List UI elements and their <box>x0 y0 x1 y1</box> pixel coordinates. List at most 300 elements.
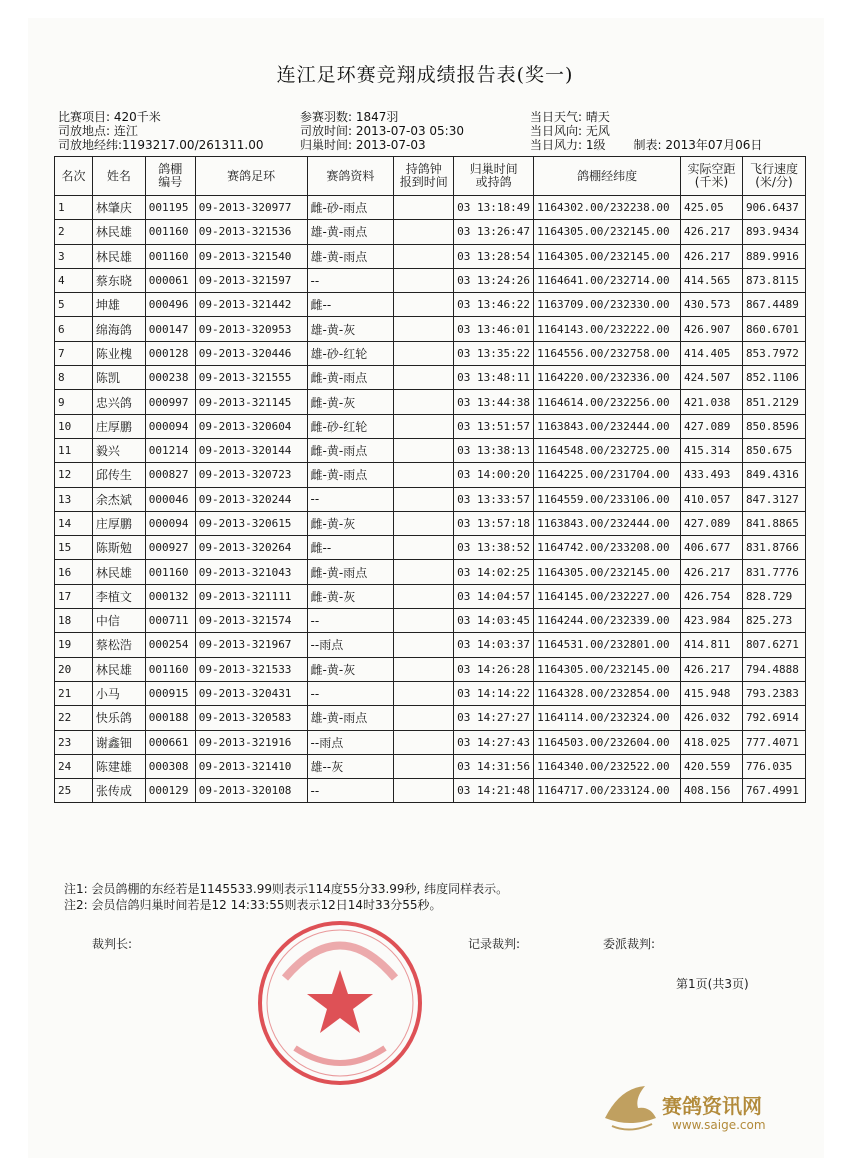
cell-name: 快乐鸽 <box>92 706 145 730</box>
cell-clock-time <box>394 390 454 414</box>
cell-speed: 853.7972 <box>742 341 805 365</box>
cell-rank: 4 <box>55 268 93 292</box>
cell-coordinates: 1164305.00/232145.00 <box>534 560 681 584</box>
cell-arrival-time: 03 13:24:26 <box>454 268 534 292</box>
cell-pigeon-info: -- <box>307 268 394 292</box>
cell-ring: 09-2013-321533 <box>195 657 307 681</box>
cell-coordinates: 1164305.00/232145.00 <box>534 657 681 681</box>
cell-pigeon-info: 雌-黄-灰 <box>307 390 394 414</box>
cell-coordinates: 1164114.00/232324.00 <box>534 706 681 730</box>
cell-name: 邱传生 <box>92 463 145 487</box>
cell-loft-id: 000308 <box>145 754 195 778</box>
cell-rank: 18 <box>55 609 93 633</box>
cell-loft-id: 000238 <box>145 366 195 390</box>
cell-speed: 831.7776 <box>742 560 805 584</box>
cell-pigeon-info: 雄-黄-雨点 <box>307 706 394 730</box>
cell-coordinates: 1164305.00/232145.00 <box>534 244 681 268</box>
table-row <box>55 754 806 778</box>
cell-speed: 889.9916 <box>742 244 805 268</box>
cell-loft-id: 000129 <box>145 779 195 803</box>
cell-loft-id: 001160 <box>145 560 195 584</box>
cell-pigeon-info: 雌-- <box>307 293 394 317</box>
cell-distance: 424.507 <box>681 366 743 390</box>
cell-ring: 09-2013-321540 <box>195 244 307 268</box>
cell-rank: 2 <box>55 220 93 244</box>
cell-rank: 3 <box>55 244 93 268</box>
cell-name: 林民雄 <box>92 220 145 244</box>
cell-arrival-time: 03 13:48:11 <box>454 366 534 390</box>
cell-speed: 851.2129 <box>742 390 805 414</box>
table-row <box>55 244 806 268</box>
cell-coordinates: 1164225.00/231704.00 <box>534 463 681 487</box>
cell-rank: 23 <box>55 730 93 754</box>
cell-clock-time <box>394 196 454 220</box>
cell-rank: 9 <box>55 390 93 414</box>
cell-clock-time <box>394 609 454 633</box>
cell-rank: 14 <box>55 511 93 535</box>
judge-label: 裁判长: <box>92 937 133 951</box>
cell-arrival-time: 03 14:27:43 <box>454 730 534 754</box>
cell-coordinates: 1164302.00/232238.00 <box>534 196 681 220</box>
official-seal <box>255 918 425 1088</box>
info-column-2 <box>300 110 464 152</box>
cell-speed: 792.6914 <box>742 706 805 730</box>
cell-arrival-time: 03 14:26:28 <box>454 657 534 681</box>
cell-distance: 427.089 <box>681 511 743 535</box>
cell-arrival-time: 03 13:44:38 <box>454 390 534 414</box>
cell-rank: 1 <box>55 196 93 220</box>
cell-coordinates: 1164340.00/232522.00 <box>534 754 681 778</box>
cell-name: 蔡松浩 <box>92 633 145 657</box>
cell-ring: 09-2013-320264 <box>195 536 307 560</box>
cell-pigeon-info: -- <box>307 487 394 511</box>
cell-arrival-time: 03 14:04:57 <box>454 584 534 608</box>
cell-name: 中信 <box>92 609 145 633</box>
cell-ring: 09-2013-321916 <box>195 730 307 754</box>
cell-speed: 849.4316 <box>742 463 805 487</box>
cell-pigeon-info: -- <box>307 681 394 705</box>
cell-loft-id: 000188 <box>145 706 195 730</box>
table-row <box>55 341 806 365</box>
cell-coordinates: 1164305.00/232145.00 <box>534 220 681 244</box>
report-title: 连江足环赛竞翔成绩报告表(奖一) <box>276 64 574 86</box>
cell-ring: 09-2013-321597 <box>195 268 307 292</box>
cell-arrival-time: 03 13:38:13 <box>454 438 534 462</box>
entry-count: 参赛羽数: 1847羽 <box>300 110 399 124</box>
cell-loft-id: 001214 <box>145 438 195 462</box>
site-watermark <box>600 1078 810 1148</box>
cell-speed: 850.8596 <box>742 414 805 438</box>
cell-distance: 433.493 <box>681 463 743 487</box>
cell-speed: 847.3127 <box>742 487 805 511</box>
watermark-name: 赛鸽资讯网 <box>662 1094 762 1118</box>
cell-name: 绵海鸽 <box>92 317 145 341</box>
cell-rank: 5 <box>55 293 93 317</box>
cell-loft-id: 000254 <box>145 633 195 657</box>
table-row <box>55 706 806 730</box>
cell-speed: 867.4489 <box>742 293 805 317</box>
cell-distance: 408.156 <box>681 779 743 803</box>
page-number: 第1页(共3页) <box>676 977 749 991</box>
cell-ring: 09-2013-320446 <box>195 341 307 365</box>
cell-rank: 15 <box>55 536 93 560</box>
cell-loft-id: 000827 <box>145 463 195 487</box>
cell-name: 庄厚鹏 <box>92 414 145 438</box>
cell-pigeon-info: --雨点 <box>307 633 394 657</box>
cell-pigeon-info: 雄-黄-雨点 <box>307 220 394 244</box>
cell-distance: 418.025 <box>681 730 743 754</box>
cell-loft-id: 000094 <box>145 414 195 438</box>
cell-coordinates: 1163843.00/232444.00 <box>534 511 681 535</box>
cell-pigeon-info: -- <box>307 779 394 803</box>
cell-loft-id: 001195 <box>145 196 195 220</box>
cell-coordinates: 1164145.00/232227.00 <box>534 584 681 608</box>
cell-speed: 828.729 <box>742 584 805 608</box>
table-row <box>55 220 806 244</box>
table-row <box>55 536 806 560</box>
cell-ring: 09-2013-321043 <box>195 560 307 584</box>
table-row <box>55 414 806 438</box>
table-row <box>55 196 806 220</box>
cell-clock-time <box>394 681 454 705</box>
cell-coordinates: 1164559.00/233106.00 <box>534 487 681 511</box>
cell-pigeon-info: 雄--灰 <box>307 754 394 778</box>
cell-ring: 09-2013-320615 <box>195 511 307 535</box>
table-row <box>55 438 806 462</box>
cell-clock-time <box>394 438 454 462</box>
cell-clock-time <box>394 244 454 268</box>
cell-coordinates: 1163709.00/232330.00 <box>534 293 681 317</box>
header-distance: 实际空距 (千米) <box>681 157 743 196</box>
table-row <box>55 487 806 511</box>
table-row <box>55 609 806 633</box>
cell-speed: 860.6701 <box>742 317 805 341</box>
cell-speed: 852.1106 <box>742 366 805 390</box>
cell-name: 蔡东晓 <box>92 268 145 292</box>
cell-name: 李植文 <box>92 584 145 608</box>
cell-distance: 414.811 <box>681 633 743 657</box>
cell-clock-time <box>394 779 454 803</box>
cell-arrival-time: 03 14:02:25 <box>454 560 534 584</box>
cell-ring: 09-2013-321410 <box>195 754 307 778</box>
table-row <box>55 511 806 535</box>
cell-pigeon-info: 雌-砂-雨点 <box>307 196 394 220</box>
cell-arrival-time: 03 13:33:57 <box>454 487 534 511</box>
cell-clock-time <box>394 341 454 365</box>
cell-speed: 873.8115 <box>742 268 805 292</box>
cell-pigeon-info: 雌-黄-雨点 <box>307 463 394 487</box>
cell-name: 毅兴 <box>92 438 145 462</box>
cell-loft-id: 000046 <box>145 487 195 511</box>
cell-clock-time <box>394 584 454 608</box>
header-loft-id: 鸽棚 编号 <box>145 157 195 196</box>
release-coordinates: 司放地经纬:1193217.00/261311.00 <box>58 138 264 152</box>
header-arrival-time: 归巢时间 或持鸽 <box>454 157 534 196</box>
cell-pigeon-info: 雄-黄-灰 <box>307 317 394 341</box>
cell-name: 陈凯 <box>92 366 145 390</box>
wind-direction: 当日风向: 无风 <box>530 124 610 138</box>
cell-pigeon-info: 雌-黄-灰 <box>307 584 394 608</box>
cell-distance: 415.948 <box>681 681 743 705</box>
cell-ring: 09-2013-320144 <box>195 438 307 462</box>
cell-name: 林民雄 <box>92 657 145 681</box>
cell-clock-time <box>394 560 454 584</box>
cell-distance: 406.677 <box>681 536 743 560</box>
cell-coordinates: 1164742.00/233208.00 <box>534 536 681 560</box>
cell-speed: 794.4888 <box>742 657 805 681</box>
cell-distance: 426.032 <box>681 706 743 730</box>
cell-speed: 767.4991 <box>742 779 805 803</box>
cell-clock-time <box>394 414 454 438</box>
cell-speed: 841.8865 <box>742 511 805 535</box>
cell-pigeon-info: 雌-黄-灰 <box>307 657 394 681</box>
cell-arrival-time: 03 14:03:45 <box>454 609 534 633</box>
cell-rank: 25 <box>55 779 93 803</box>
cell-rank: 20 <box>55 657 93 681</box>
cell-coordinates: 1164548.00/232725.00 <box>534 438 681 462</box>
table-row <box>55 268 806 292</box>
cell-clock-time <box>394 657 454 681</box>
cell-coordinates: 1164717.00/233124.00 <box>534 779 681 803</box>
cell-coordinates: 1164614.00/232256.00 <box>534 390 681 414</box>
cell-rank: 13 <box>55 487 93 511</box>
header-coordinates: 鸽棚经纬度 <box>534 157 681 196</box>
cell-name: 陈建雄 <box>92 754 145 778</box>
return-date: 归巢时间: 2013-07-03 <box>300 138 426 152</box>
cell-pigeon-info: -- <box>307 609 394 633</box>
cell-clock-time <box>394 511 454 535</box>
cell-speed: 825.273 <box>742 609 805 633</box>
cell-ring: 09-2013-320723 <box>195 463 307 487</box>
cell-coordinates: 1164641.00/232714.00 <box>534 268 681 292</box>
cell-name: 忠兴鸽 <box>92 390 145 414</box>
cell-clock-time <box>394 293 454 317</box>
cell-coordinates: 1164556.00/232758.00 <box>534 341 681 365</box>
cell-rank: 24 <box>55 754 93 778</box>
cell-loft-id: 000147 <box>145 317 195 341</box>
cell-rank: 16 <box>55 560 93 584</box>
delegate-label: 委派裁判: <box>603 937 656 951</box>
cell-coordinates: 1164328.00/232854.00 <box>534 681 681 705</box>
header-rank: 名次 <box>55 157 93 196</box>
cell-arrival-time: 03 13:46:01 <box>454 317 534 341</box>
cell-distance: 410.057 <box>681 487 743 511</box>
cell-ring: 09-2013-321145 <box>195 390 307 414</box>
results-table <box>54 156 806 803</box>
cell-speed: 807.6271 <box>742 633 805 657</box>
cell-speed: 893.9434 <box>742 220 805 244</box>
cell-arrival-time: 03 13:46:22 <box>454 293 534 317</box>
cell-ring: 09-2013-320108 <box>195 779 307 803</box>
cell-arrival-time: 03 14:27:27 <box>454 706 534 730</box>
header-name: 姓名 <box>92 157 145 196</box>
cell-pigeon-info: 雄-砂-红轮 <box>307 341 394 365</box>
cell-arrival-time: 03 14:00:20 <box>454 463 534 487</box>
cell-ring: 09-2013-320604 <box>195 414 307 438</box>
cell-arrival-time: 03 13:26:47 <box>454 220 534 244</box>
info-column-3 <box>530 110 762 152</box>
cell-rank: 11 <box>55 438 93 462</box>
cell-loft-id: 000661 <box>145 730 195 754</box>
cell-coordinates: 1164220.00/232336.00 <box>534 366 681 390</box>
cell-distance: 426.754 <box>681 584 743 608</box>
cell-clock-time <box>394 706 454 730</box>
table-row <box>55 730 806 754</box>
cell-loft-id: 001160 <box>145 657 195 681</box>
cell-rank: 19 <box>55 633 93 657</box>
release-time: 司放时间: 2013-07-03 05:30 <box>300 124 464 138</box>
header-speed: 飞行速度 (米/分) <box>742 157 805 196</box>
cell-rank: 6 <box>55 317 93 341</box>
cell-name: 谢鑫钿 <box>92 730 145 754</box>
cell-name: 陈斯勉 <box>92 536 145 560</box>
cell-clock-time <box>394 463 454 487</box>
cell-distance: 425.05 <box>681 196 743 220</box>
table-row <box>55 681 806 705</box>
table-row <box>55 584 806 608</box>
cell-speed: 793.2383 <box>742 681 805 705</box>
cell-pigeon-info: 雄-黄-雨点 <box>307 244 394 268</box>
cell-distance: 430.573 <box>681 293 743 317</box>
cell-arrival-time: 03 14:31:56 <box>454 754 534 778</box>
cell-speed: 850.675 <box>742 438 805 462</box>
race-item: 比赛项目: 420千米 <box>58 110 161 124</box>
header-ring: 赛鸽足环 <box>195 157 307 196</box>
cell-pigeon-info: 雌-黄-雨点 <box>307 366 394 390</box>
note-1: 注1: 会员鸽棚的东经若是1145533.99则表示114度55分33.99秒, 纬度同样表示。 <box>64 882 509 896</box>
cell-rank: 22 <box>55 706 93 730</box>
cell-clock-time <box>394 536 454 560</box>
pigeon-logo-icon <box>600 1078 660 1138</box>
cell-pigeon-info: 雌-黄-灰 <box>307 511 394 535</box>
cell-ring: 09-2013-320953 <box>195 317 307 341</box>
header-pigeon-info: 赛鸽资料 <box>307 157 394 196</box>
cell-speed: 777.4071 <box>742 730 805 754</box>
cell-clock-time <box>394 317 454 341</box>
weather: 当日天气: 晴天 <box>530 110 610 124</box>
cell-arrival-time: 03 13:51:57 <box>454 414 534 438</box>
cell-rank: 17 <box>55 584 93 608</box>
cell-distance: 426.217 <box>681 220 743 244</box>
cell-arrival-time: 03 14:21:48 <box>454 779 534 803</box>
cell-distance: 426.907 <box>681 317 743 341</box>
cell-name: 张传成 <box>92 779 145 803</box>
table-header-row <box>55 157 806 196</box>
cell-clock-time <box>394 220 454 244</box>
cell-pigeon-info: 雌-黄-雨点 <box>307 560 394 584</box>
table-row <box>55 317 806 341</box>
cell-loft-id: 000496 <box>145 293 195 317</box>
cell-clock-time <box>394 633 454 657</box>
cell-ring: 09-2013-321967 <box>195 633 307 657</box>
release-location: 司放地点: 连江 <box>58 124 138 138</box>
info-column-1 <box>58 110 264 152</box>
header-clock-time: 持鸽钟 报到时间 <box>394 157 454 196</box>
cell-loft-id: 001160 <box>145 244 195 268</box>
wind-force: 当日风力: 1级 <box>530 138 606 152</box>
cell-loft-id: 000128 <box>145 341 195 365</box>
cell-loft-id: 000927 <box>145 536 195 560</box>
cell-pigeon-info: 雌-黄-雨点 <box>307 438 394 462</box>
table-row <box>55 390 806 414</box>
cell-ring: 09-2013-321574 <box>195 609 307 633</box>
cell-distance: 415.314 <box>681 438 743 462</box>
cell-loft-id: 001160 <box>145 220 195 244</box>
cell-loft-id: 000915 <box>145 681 195 705</box>
cell-loft-id: 000061 <box>145 268 195 292</box>
table-row <box>55 633 806 657</box>
cell-name: 林民雄 <box>92 244 145 268</box>
cell-rank: 8 <box>55 366 93 390</box>
cell-name: 陈业槐 <box>92 341 145 365</box>
cell-coordinates: 1164531.00/232801.00 <box>534 633 681 657</box>
recorder-label: 记录裁判: <box>468 937 521 951</box>
cell-name: 庄厚鹏 <box>92 511 145 535</box>
cell-name: 林民雄 <box>92 560 145 584</box>
cell-coordinates: 1164503.00/232604.00 <box>534 730 681 754</box>
cell-pigeon-info: 雌-砂-红轮 <box>307 414 394 438</box>
cell-distance: 414.565 <box>681 268 743 292</box>
cell-distance: 427.089 <box>681 414 743 438</box>
cell-ring: 09-2013-321536 <box>195 220 307 244</box>
cell-arrival-time: 03 13:38:52 <box>454 536 534 560</box>
cell-rank: 10 <box>55 414 93 438</box>
cell-name: 坤雄 <box>92 293 145 317</box>
table-row <box>55 463 806 487</box>
cell-arrival-time: 03 13:28:54 <box>454 244 534 268</box>
table-row <box>55 560 806 584</box>
cell-distance: 423.984 <box>681 609 743 633</box>
cell-speed: 776.035 <box>742 754 805 778</box>
cell-clock-time <box>394 487 454 511</box>
cell-loft-id: 000711 <box>145 609 195 633</box>
cell-arrival-time: 03 13:18:49 <box>454 196 534 220</box>
cell-distance: 426.217 <box>681 657 743 681</box>
cell-distance: 426.217 <box>681 560 743 584</box>
cell-pigeon-info: 雌-- <box>307 536 394 560</box>
cell-distance: 421.038 <box>681 390 743 414</box>
cell-ring: 09-2013-320244 <box>195 487 307 511</box>
cell-arrival-time: 03 14:14:22 <box>454 681 534 705</box>
cell-clock-time <box>394 730 454 754</box>
cell-ring: 09-2013-320583 <box>195 706 307 730</box>
cell-rank: 7 <box>55 341 93 365</box>
cell-name: 小马 <box>92 681 145 705</box>
note-2: 注2: 会员信鸽归巢时间若是12 14:33:55则表示12日14时33分55秒。 <box>64 898 442 912</box>
cell-distance: 414.405 <box>681 341 743 365</box>
table-row <box>55 657 806 681</box>
cell-clock-time <box>394 268 454 292</box>
cell-pigeon-info: --雨点 <box>307 730 394 754</box>
cell-arrival-time: 03 13:35:22 <box>454 341 534 365</box>
cell-distance: 420.559 <box>681 754 743 778</box>
cell-coordinates: 1164143.00/232222.00 <box>534 317 681 341</box>
cell-clock-time <box>394 754 454 778</box>
cell-ring: 09-2013-321555 <box>195 366 307 390</box>
cell-ring: 09-2013-321442 <box>195 293 307 317</box>
cell-ring: 09-2013-321111 <box>195 584 307 608</box>
cell-arrival-time: 03 13:57:18 <box>454 511 534 535</box>
cell-coordinates: 1164244.00/232339.00 <box>534 609 681 633</box>
cell-loft-id: 000997 <box>145 390 195 414</box>
cell-clock-time <box>394 366 454 390</box>
cell-arrival-time: 03 14:03:37 <box>454 633 534 657</box>
cell-name: 余杰斌 <box>92 487 145 511</box>
made-date: 制表: 2013年07月06日 <box>633 138 763 152</box>
table-row <box>55 779 806 803</box>
cell-coordinates: 1163843.00/232444.00 <box>534 414 681 438</box>
cell-name: 林肇庆 <box>92 196 145 220</box>
